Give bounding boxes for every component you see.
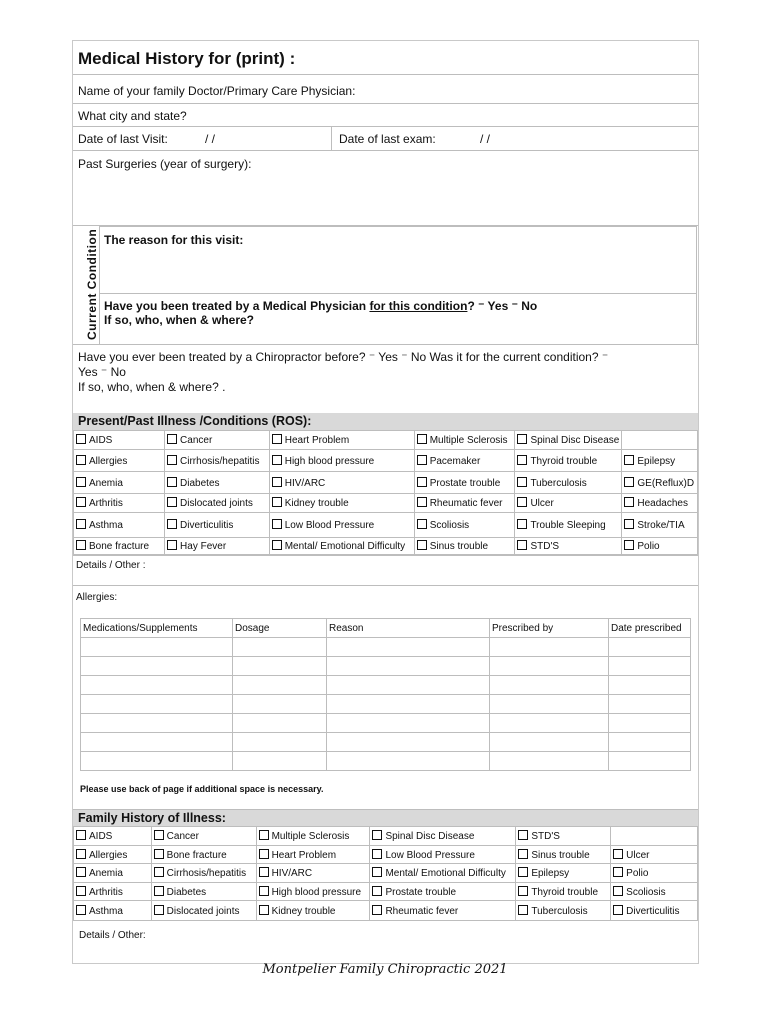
checklist-cell (516, 846, 611, 864)
medications-entry-cell[interactable] (327, 638, 490, 657)
checklist-cell (611, 827, 698, 846)
checklist-cell (151, 901, 256, 921)
checkbox-label: Tuberculosis (530, 477, 587, 489)
checklist-cell (414, 538, 515, 555)
checklist-row (74, 431, 698, 450)
medications-header-row (81, 619, 691, 638)
medications-entry-cell[interactable] (81, 657, 233, 676)
checkbox-dislocated-joints[interactable] (167, 497, 177, 507)
medications-entry-cell[interactable] (81, 752, 233, 771)
checklist-cell (414, 450, 515, 472)
checkbox-sinus-trouble[interactable] (417, 540, 427, 550)
checkbox-label: Diabetes (166, 886, 207, 898)
medications-entry-cell[interactable] (233, 695, 327, 714)
checklist-cell (269, 494, 414, 513)
checkbox-label: Bone fracture (166, 849, 227, 861)
medications-entry-cell[interactable] (233, 657, 327, 676)
checklist-cell (516, 901, 611, 921)
checkbox-multiple-sclerosis[interactable] (259, 830, 269, 840)
checklist-cell (269, 472, 414, 494)
checkbox-label: Cirrhosis/hepatitis (166, 868, 247, 879)
checklist-cell (151, 864, 256, 883)
medications-entry-cell[interactable] (490, 714, 609, 733)
date-divider (331, 127, 332, 151)
medications-entry-cell[interactable] (81, 638, 233, 657)
checklist-cell (414, 513, 515, 538)
checkbox-label: AIDS (89, 831, 113, 842)
medical-history-form (72, 40, 699, 964)
checkbox-label: Epilepsy (637, 455, 676, 467)
back-of-page-note: Please use back of page if additional space is necessary. (80, 784, 324, 794)
checklist-cell (370, 864, 516, 883)
checkbox-label: Arthritis (89, 886, 123, 898)
checklist-cell (516, 864, 611, 883)
checkbox-sinus-trouble[interactable] (518, 849, 528, 859)
checkbox-dislocated-joints[interactable] (154, 905, 164, 915)
checkbox-anemia[interactable] (76, 477, 86, 487)
checkbox-asthma[interactable] (76, 905, 86, 915)
medications-header-cell: Medications/Supplements (81, 619, 233, 638)
checklist-cell (611, 901, 698, 921)
last-exam-label: Date of last exam: (339, 132, 436, 146)
checkbox-spinal-disc-disease[interactable] (372, 830, 382, 840)
checkbox-ulcer[interactable] (613, 849, 623, 859)
medications-entry-cell[interactable] (327, 676, 490, 695)
checklist-row (74, 827, 698, 846)
checkbox-prostate-trouble[interactable] (417, 477, 427, 487)
checklist-cell (74, 846, 152, 864)
checkbox-label: Tuberculosis (531, 905, 588, 917)
checklist-cell (516, 827, 611, 846)
checkbox-label: Multiple Sclerosis (429, 435, 508, 446)
checkbox-allergies[interactable] (76, 849, 86, 859)
medications-header-cell: Prescribed by (490, 619, 609, 638)
checklist-cell (74, 450, 165, 472)
chiro-block (73, 345, 698, 413)
checkbox-label: Cancer (166, 831, 199, 842)
checkbox-label: Thyroid trouble (531, 886, 599, 898)
checklist-cell (74, 864, 152, 883)
checkbox-label: Prostate trouble (385, 886, 457, 898)
checklist-cell (269, 538, 414, 555)
checkbox-label: STD'S (531, 831, 560, 842)
checkbox-label: Diverticulitis (626, 905, 680, 917)
checkbox-label: Dislocated joints (166, 905, 240, 917)
checkbox-label: Sinus trouble (531, 849, 590, 861)
chiro-line-3: If so, who, when & where? . (78, 380, 226, 394)
medications-entry-cell[interactable] (233, 638, 327, 657)
checkbox-thyroid-trouble[interactable] (518, 886, 528, 896)
medications-entry-cell[interactable] (81, 676, 233, 695)
checkbox-ge-reflux-d[interactable] (624, 477, 634, 487)
checklist-cell (414, 431, 515, 450)
checkbox-cancer[interactable] (154, 830, 164, 840)
checkbox-kidney-trouble[interactable] (272, 497, 282, 507)
checklist-row (74, 846, 698, 864)
checklist-cell (622, 431, 698, 450)
checklist-cell (165, 538, 270, 555)
medications-entry-row (81, 695, 691, 714)
checkbox-diabetes[interactable] (154, 886, 164, 896)
checkbox-cirrhosis-hepatitis[interactable] (154, 867, 164, 877)
checkbox-high-blood-pressure[interactable] (259, 886, 269, 896)
checkbox-diverticulitis[interactable] (167, 519, 177, 529)
checklist-cell (611, 846, 698, 864)
checkbox-label: Allergies (89, 849, 128, 861)
checkbox-label: Bone fracture (89, 541, 150, 552)
chiro-line-1: Have you ever been treated by a Chiropractor before? ⁻ Yes ⁻ No Was it for the current condition? ⁻ (78, 350, 609, 364)
checkbox-label: Polio (626, 868, 649, 879)
checkbox-rheumatic-fever[interactable] (372, 905, 382, 915)
checkbox-aids[interactable] (76, 830, 86, 840)
medications-entry-row (81, 657, 691, 676)
checklist-cell (165, 472, 270, 494)
checkbox-label: Headaches (637, 498, 688, 509)
checkbox-label: Ulcer (530, 498, 554, 509)
checkbox-thyroid-trouble[interactable] (517, 455, 527, 465)
checklist-cell (74, 883, 152, 901)
medications-entry-cell[interactable] (233, 676, 327, 695)
checkbox-label: Asthma (89, 905, 123, 917)
checkbox-cancer[interactable] (167, 434, 177, 444)
checkbox-polio[interactable] (624, 540, 634, 550)
medications-entry-cell[interactable] (490, 752, 609, 771)
surgeries-row[interactable] (73, 151, 698, 226)
checkbox-mental-emotional-difficulty[interactable] (272, 540, 282, 550)
checkbox-label: Ulcer (626, 849, 650, 861)
medications-entry-cell[interactable] (609, 657, 691, 676)
checkbox-bone-fracture[interactable] (154, 849, 164, 859)
checkbox-label: Spinal Disc Disease (385, 831, 475, 842)
checkbox-label: Cirrhosis/hepatitis (180, 455, 260, 467)
checklist-cell (515, 472, 622, 494)
family-table (73, 826, 698, 921)
checklist-cell (269, 431, 414, 450)
checklist-cell (370, 827, 516, 846)
checkbox-label: Cancer (180, 435, 213, 446)
checklist-row (74, 450, 698, 472)
checkbox-label: Hay Fever (180, 541, 227, 552)
chiro-line-2: Yes ⁻ No (78, 365, 126, 379)
checkbox-label: Dislocated joints (180, 498, 253, 509)
medications-entry-row (81, 752, 691, 771)
checklist-cell (370, 901, 516, 921)
checkbox-tuberculosis[interactable] (517, 477, 527, 487)
checklist-cell (256, 846, 370, 864)
checklist-row (74, 901, 698, 921)
checkbox-asthma[interactable] (76, 519, 86, 529)
medications-header-cell: Date prescribed (609, 619, 691, 638)
checkbox-pacemaker[interactable] (417, 455, 427, 465)
checkbox-aids[interactable] (76, 434, 86, 444)
checkbox-heart-problem[interactable] (272, 434, 282, 444)
checkbox-label: Low Blood Pressure (385, 849, 475, 861)
current-condition-side-label: Current Condition (85, 228, 99, 340)
medications-entry-cell[interactable] (233, 752, 327, 771)
checkbox-kidney-trouble[interactable] (259, 905, 269, 915)
checkbox-low-blood-pressure[interactable] (372, 849, 382, 859)
checkbox-allergies[interactable] (76, 455, 86, 465)
checkbox-label: HIV/ARC (284, 477, 326, 489)
medications-entry-cell[interactable] (609, 752, 691, 771)
checkbox-label: AIDS (89, 435, 113, 446)
checklist-cell (165, 494, 270, 513)
city-label: What city and state? (78, 109, 187, 123)
checkbox-arthritis[interactable] (76, 886, 86, 896)
reason-box[interactable] (99, 226, 697, 294)
checkbox-label: Pacemaker (429, 455, 481, 467)
checkbox-label: HIV/ARC (271, 868, 313, 879)
checklist-cell (515, 538, 622, 555)
checkbox-label: High blood pressure (271, 886, 362, 898)
checkbox-label: Heart Problem (271, 849, 337, 861)
checklist-cell (515, 513, 622, 538)
treated-question: Have you been treated by a Medical Physician for this condition? ⁻ Yes ⁻ No (104, 299, 538, 313)
checklist-cell (165, 450, 270, 472)
checkbox-label: Asthma (89, 520, 123, 531)
checkbox-prostate-trouble[interactable] (372, 886, 382, 896)
dates-row (73, 127, 698, 151)
medications-entry-cell[interactable] (327, 657, 490, 676)
medications-entry-row (81, 638, 691, 657)
checkbox-label: Heart Problem (284, 435, 350, 446)
medications-entry-cell[interactable] (81, 695, 233, 714)
checklist-cell (516, 883, 611, 901)
checkbox-cirrhosis-hepatitis[interactable] (167, 455, 177, 465)
checklist-cell (256, 827, 370, 846)
last-exam-slashes[interactable]: / / (480, 132, 491, 146)
checkbox-hiv-arc[interactable] (259, 867, 269, 877)
checklist-cell (151, 883, 256, 901)
checklist-cell (370, 883, 516, 901)
checkbox-label: Polio (637, 541, 660, 552)
checkbox-label: Diverticulitis (180, 520, 234, 531)
checkbox-label: Diabetes (180, 477, 220, 489)
checkbox-label: STD'S (530, 541, 560, 552)
checkbox-label: Anemia (89, 477, 123, 489)
checkbox-label: Prostate trouble (429, 477, 501, 489)
ros-table (73, 430, 698, 555)
medications-entry-row (81, 676, 691, 695)
checkbox-scoliosis[interactable] (417, 519, 427, 529)
medications-entry-cell[interactable] (490, 695, 609, 714)
title-row (73, 41, 698, 75)
checklist-cell (622, 538, 698, 555)
allergies-label: Allergies: (76, 592, 118, 603)
last-visit-label: Date of last Visit: (78, 132, 168, 146)
checkbox-label: Spinal Disc Disease (530, 435, 620, 446)
checkbox-label: Mental/ Emotional Difficulty (385, 868, 506, 879)
medications-entry-cell[interactable] (609, 676, 691, 695)
medications-entry-cell[interactable] (609, 714, 691, 733)
checkbox-tuberculosis[interactable] (518, 905, 528, 915)
checkbox-heart-problem[interactable] (259, 849, 269, 859)
checkbox-label: Scoliosis (429, 520, 470, 531)
checklist-cell (151, 846, 256, 864)
checklist-cell (74, 513, 165, 538)
checkbox-label: Rheumatic fever (385, 905, 459, 917)
medications-entry-cell[interactable] (81, 733, 233, 752)
checkbox-headaches[interactable] (624, 497, 634, 507)
medications-table (80, 618, 691, 771)
medications-entry-cell[interactable] (490, 676, 609, 695)
checklist-cell (515, 450, 622, 472)
checklist-cell (151, 827, 256, 846)
checkbox-polio[interactable] (613, 867, 623, 877)
checkbox-trouble-sleeping[interactable] (517, 519, 527, 529)
checkbox-label: Rheumatic fever (429, 498, 503, 509)
family-heading: Family History of Illness: (73, 809, 698, 826)
checklist-cell (256, 901, 370, 921)
medications-entry-cell[interactable] (609, 695, 691, 714)
checkbox-spinal-disc-disease[interactable] (517, 434, 527, 444)
checkbox-label: Allergies (89, 455, 128, 467)
medications-entry-cell[interactable] (490, 657, 609, 676)
medications-entry-cell[interactable] (609, 638, 691, 657)
checkbox-hay-fever[interactable] (167, 540, 177, 550)
checklist-cell (256, 883, 370, 901)
medications-entry-cell[interactable] (490, 733, 609, 752)
checklist-cell (622, 472, 698, 494)
allergies-row[interactable] (73, 586, 698, 616)
checkbox-low-blood-pressure[interactable] (272, 519, 282, 529)
checkbox-ulcer[interactable] (517, 497, 527, 507)
page-title: Medical History for (print) : (78, 49, 296, 68)
surgeries-label: Past Surgeries (year of surgery): (78, 157, 252, 171)
treated-if-so: If so, who, when & where? (104, 313, 255, 327)
checklist-row (74, 883, 698, 901)
medications-header-cell: Dosage (233, 619, 327, 638)
treated-box[interactable] (99, 294, 697, 345)
last-visit-slashes[interactable]: / / (205, 132, 216, 146)
checkbox-label: Anemia (89, 868, 123, 879)
medications-entry-row (81, 733, 691, 752)
checkbox-label: Multiple Sclerosis (271, 831, 350, 842)
checkbox-stroke-tia[interactable] (624, 519, 634, 529)
checkbox-epilepsy[interactable] (518, 867, 528, 877)
checklist-row (74, 494, 698, 513)
checkbox-scoliosis[interactable] (613, 886, 623, 896)
checklist-row (74, 864, 698, 883)
checklist-cell (269, 450, 414, 472)
medications-header-cell: Reason (327, 619, 490, 638)
checkbox-label: Scoliosis (626, 886, 666, 898)
checkbox-label: Trouble Sleeping (530, 520, 606, 531)
checkbox-label: Low Blood Pressure (284, 520, 375, 531)
checklist-cell (74, 901, 152, 921)
current-condition-block (73, 226, 698, 345)
checklist-cell (515, 494, 622, 513)
checklist-cell (74, 431, 165, 450)
checkbox-rheumatic-fever[interactable] (417, 497, 427, 507)
family-details-label[interactable]: Details / Other: (79, 930, 146, 941)
checklist-cell (74, 538, 165, 555)
checkbox-label: Kidney trouble (271, 905, 336, 917)
medications-entry-cell[interactable] (327, 714, 490, 733)
checkbox-anemia[interactable] (76, 867, 86, 877)
city-row[interactable] (73, 104, 698, 127)
checkbox-std-s[interactable] (517, 540, 527, 550)
checklist-cell (622, 494, 698, 513)
ros-details-label: Details / Other : (76, 560, 146, 571)
checkbox-epilepsy[interactable] (624, 455, 634, 465)
reason-label: The reason for this visit: (104, 233, 244, 247)
checklist-cell (74, 494, 165, 513)
checkbox-label: Mental/ Emotional Difficulty (284, 541, 406, 552)
checkbox-label: Sinus trouble (429, 541, 489, 552)
checklist-cell (515, 431, 622, 450)
medications-entry-cell[interactable] (327, 733, 490, 752)
medications-entry-cell[interactable] (327, 752, 490, 771)
ros-heading: Present/Past Illness /Conditions (ROS): (73, 413, 698, 430)
medications-entry-cell[interactable] (490, 638, 609, 657)
medications-entry-cell[interactable] (233, 714, 327, 733)
footer-credit: Montpelier Family Chiropractic 2021 (262, 962, 508, 977)
ros-details-row[interactable] (73, 555, 698, 586)
checkbox-label: Thyroid trouble (530, 455, 598, 467)
checklist-cell (622, 513, 698, 538)
checklist-cell (611, 883, 698, 901)
checklist-row (74, 513, 698, 538)
checklist-cell (370, 846, 516, 864)
checkbox-std-s[interactable] (518, 830, 528, 840)
medications-entry-row (81, 714, 691, 733)
checklist-cell (414, 494, 515, 513)
checkbox-hiv-arc[interactable] (272, 477, 282, 487)
doctor-row[interactable] (73, 75, 698, 104)
checkbox-high-blood-pressure[interactable] (272, 455, 282, 465)
checklist-cell (256, 864, 370, 883)
medications-entry-cell[interactable] (609, 733, 691, 752)
checklist-cell (74, 827, 152, 846)
checkbox-diabetes[interactable] (167, 477, 177, 487)
medications-entry-cell[interactable] (327, 695, 490, 714)
medications-entry-cell[interactable] (233, 733, 327, 752)
checkbox-label: GE(Reflux)D (637, 477, 695, 489)
checklist-cell (165, 431, 270, 450)
checklist-cell (74, 472, 165, 494)
checkbox-arthritis[interactable] (76, 497, 86, 507)
checkbox-label: Kidney trouble (284, 498, 349, 509)
checklist-cell (611, 864, 698, 883)
checkbox-label: Arthritis (89, 498, 123, 509)
checklist-cell (269, 513, 414, 538)
checkbox-multiple-sclerosis[interactable] (417, 434, 427, 444)
checklist-cell (622, 450, 698, 472)
checklist-cell (165, 513, 270, 538)
checkbox-label: Stroke/TIA (637, 520, 685, 531)
checklist-row (74, 538, 698, 555)
checklist-row (74, 472, 698, 494)
checkbox-label: Epilepsy (531, 868, 570, 879)
medications-entry-cell[interactable] (81, 714, 233, 733)
checklist-cell (414, 472, 515, 494)
doctor-label: Name of your family Doctor/Primary Care Physician: (78, 84, 356, 98)
checkbox-mental-emotional-difficulty[interactable] (372, 867, 382, 877)
checkbox-bone-fracture[interactable] (76, 540, 86, 550)
checkbox-diverticulitis[interactable] (613, 905, 623, 915)
checkbox-label: High blood pressure (284, 455, 375, 467)
